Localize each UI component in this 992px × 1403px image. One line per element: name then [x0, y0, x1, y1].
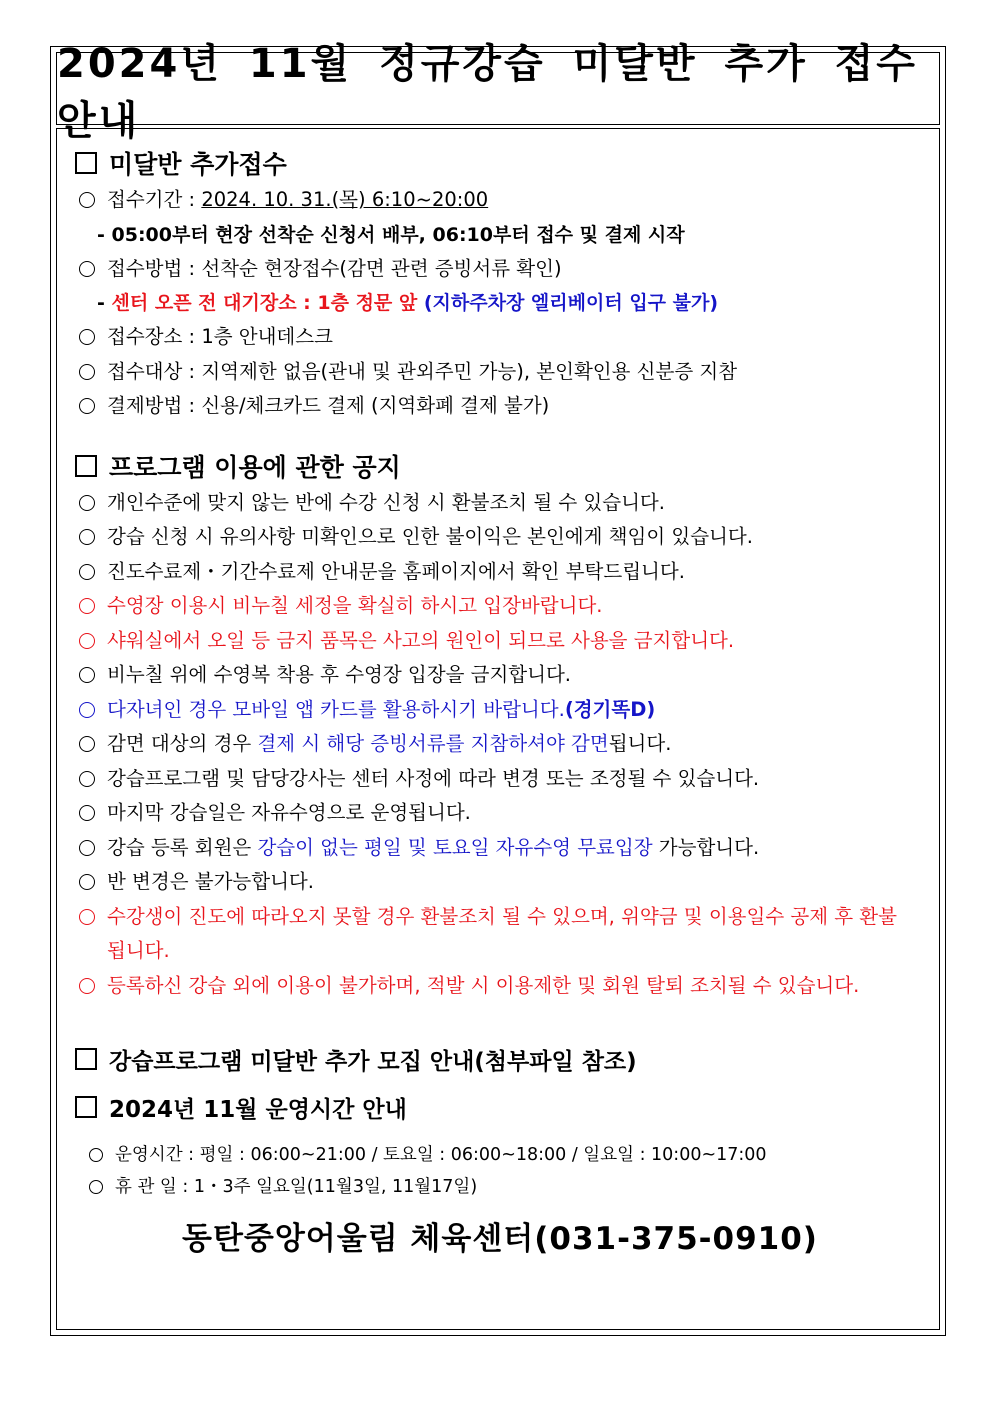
period-value: 2024. 10. 31.(목) 6:10~20:00 — [201, 188, 489, 211]
hours-item — [75, 1139, 925, 1171]
content-box — [56, 128, 940, 1330]
notice-item — [75, 555, 925, 590]
notice-text: 다자녀인 경우 모바일 앱 카드를 활용하시기 바랍니다. — [107, 697, 565, 721]
notice-item — [75, 658, 925, 693]
section-title: 미달반 추가접수 — [109, 150, 287, 179]
circle-bullet-icon — [79, 633, 95, 649]
circle-bullet-icon — [79, 192, 95, 208]
notice-text: 샤워실에서 오일 등 금지 품목은 사고의 원인이 되므로 사용을 금지합니다. — [107, 628, 735, 652]
notice-text: 수영장 이용시 비누칠 세정을 확실히 하시고 입장바랍니다. — [107, 594, 603, 617]
circle-bullet-icon — [79, 261, 95, 277]
circle-bullet-icon — [79, 702, 95, 718]
section-heading-hours — [75, 1087, 925, 1127]
list-item-period — [75, 183, 925, 218]
notice-text: 감면 대상의 경우 — [107, 732, 258, 755]
method-text: 접수방법 : 선착순 현장접수(감면 관련 증빙서류 확인) — [107, 256, 562, 280]
target-text: 접수대상 : 지역제한 없음(관내 및 관외주민 가능), 본인확인용 신분증 지참 — [107, 359, 738, 383]
checkbox-square-icon — [75, 1048, 97, 1070]
circle-bullet-icon — [79, 398, 95, 414]
notice-item — [75, 900, 925, 969]
notice-text: 진도수료제・기간수료제 안내문을 홈페이지에서 확인 부탁드립니다. — [107, 559, 685, 583]
circle-bullet-icon — [79, 364, 95, 380]
closed-item — [75, 1171, 925, 1203]
notice-item — [75, 520, 925, 555]
period-label: 접수기간 : — [107, 188, 202, 211]
circle-bullet-icon — [79, 329, 95, 345]
list-item-method — [75, 252, 925, 287]
notice-item — [75, 727, 925, 762]
closed-text: 휴 관 일 : 1・3주 일요일(11월3일, 11월17일) — [115, 1177, 478, 1197]
period-note: - 05:00부터 현장 선착순 신청서 배부, 06:10부터 접수 및 결제 시작 — [97, 223, 685, 246]
list-item-payment — [75, 389, 925, 424]
circle-bullet-icon — [79, 736, 95, 752]
notice-text: 강습프로그램 및 담당강사는 센터 사정에 따라 변경 또는 조정될 수 있습니다. — [107, 766, 760, 790]
list-item-target — [75, 355, 925, 390]
notice-item — [75, 624, 925, 659]
notice-item — [75, 796, 925, 831]
waiting-place-note — [75, 286, 925, 320]
notice-text: 개인수준에 맞지 않는 반에 수강 신청 시 환불조치 될 수 있습니다. — [107, 490, 665, 514]
circle-bullet-icon — [79, 978, 95, 994]
notice-text: 마지막 강습일은 자유수영으로 운영됩니다. — [107, 801, 471, 824]
checkbox-square-icon — [75, 1096, 97, 1118]
payment-text: 결제방법 : 신용/체크카드 결제 (지역화폐 결제 불가) — [107, 394, 550, 417]
section-title: 프로그램 이용에 관한 공지 — [109, 452, 401, 482]
footer-center-contact: 동탄중앙어울림 체육센터(031-375-0910) — [182, 1221, 818, 1257]
list-item-place — [75, 320, 925, 355]
section-heading-registration — [75, 143, 925, 183]
circle-bullet-icon — [79, 840, 95, 856]
notice-text: 강습 등록 회원은 — [107, 835, 258, 859]
notice-item — [75, 831, 925, 866]
notice-item — [75, 693, 925, 728]
checkbox-square-icon — [75, 455, 97, 477]
circle-bullet-icon — [89, 1148, 103, 1162]
circle-bullet-icon — [79, 805, 95, 821]
circle-bullet-icon — [79, 598, 95, 614]
notice-item — [75, 589, 925, 624]
section-title: 강습프로그램 미달반 추가 모집 안내(첨부파일 참조) — [109, 1048, 637, 1075]
circle-bullet-icon — [89, 1180, 103, 1194]
waiting-place-text: 센터 오픈 전 대기장소 : 1층 정문 앞 — [111, 292, 424, 314]
section-title: 2024년 11월 운영시간 안내 — [109, 1096, 407, 1123]
page-title: 2024년 11월 정규강습 미달반 추가 접수 안내 — [57, 40, 918, 144]
notice-text: 반 변경은 불가능합니다. — [107, 870, 314, 893]
circle-bullet-icon — [79, 529, 95, 545]
section-heading-notice — [75, 446, 925, 486]
notice-highlight: 강습이 없는 평일 및 토요일 자유수영 무료입장 — [257, 835, 653, 859]
notice-highlight: 결제 시 해당 증빙서류를 지참하셔야 감면 — [257, 732, 609, 755]
notice-text: 가능합니다. — [652, 835, 760, 859]
notice-text: 강습 신청 시 유의사항 미확인으로 인한 불이익은 본인에게 책임이 있습니다. — [107, 525, 753, 548]
notice-item — [75, 486, 925, 521]
waiting-place-exception: (지하주차장 엘리베이터 입구 불가) — [423, 292, 719, 314]
content — [75, 143, 925, 1258]
checkbox-square-icon — [75, 152, 97, 174]
circle-bullet-icon — [79, 771, 95, 787]
notice-text: 수강생이 진도에 따라오지 못할 경우 환불조치 될 수 있으며, 위약금 및 이용일수 공제 후 환불됩니다. — [107, 904, 897, 962]
notice-text: 비누칠 위에 수영복 착용 후 수영장 입장을 금지합니다. — [107, 663, 572, 686]
circle-bullet-icon — [79, 909, 95, 925]
circle-bullet-icon — [79, 564, 95, 580]
circle-bullet-icon — [79, 667, 95, 683]
place-text: 접수장소 : 1층 안내데스크 — [107, 325, 333, 348]
circle-bullet-icon — [79, 495, 95, 511]
notice-item — [75, 969, 925, 1004]
app-name: (경기똑D) — [564, 697, 656, 721]
circle-bullet-icon — [79, 874, 95, 890]
notice-item — [75, 762, 925, 797]
title-box — [56, 40, 940, 144]
notice-item — [75, 865, 925, 900]
notice-text: 됩니다. — [608, 732, 672, 755]
notice-text: 등록하신 강습 외에 이용이 불가하며, 적발 시 이용제한 및 회원 탈퇴 조치될 수 있습니다. — [107, 973, 860, 997]
section-heading-recruit — [75, 1039, 925, 1079]
hours-text: 운영시간 : 평일 : 06:00~21:00 / 토요일 : 06:00~18:00 / 일요일 : 10:00~17:00 — [115, 1145, 767, 1165]
dash-text: - — [97, 292, 112, 314]
